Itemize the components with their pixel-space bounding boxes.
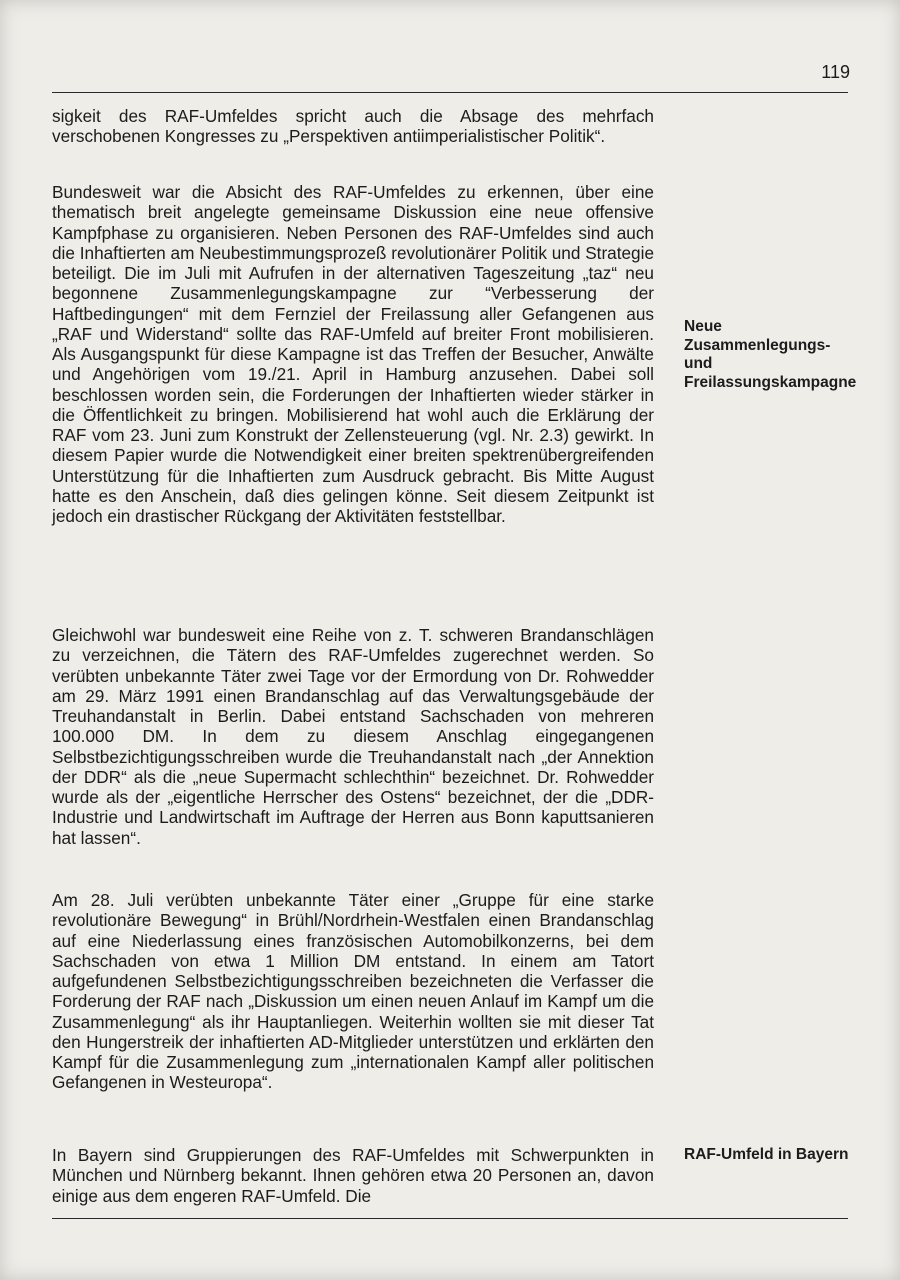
margin-note-campaign: Neue Zusammenlegungs- und Freilassungskampagne: [684, 318, 857, 391]
paragraph-continued: sigkeit des RAF-Umfeldes spricht auch die Absage des mehrfach verschobenen Kongresses zu „Perspektiven antiimperialistischer Politik“.: [52, 106, 654, 147]
margin-note-bavaria: RAF-Umfeld in Bayern: [684, 1146, 849, 1163]
paragraph-bavaria: In Bayern sind Gruppierungen des RAF-Umfeldes mit Schwerpunkten in München und Nürnberg bekannt. Ihnen gehören etwa 20 Personen an, davon einige aus dem engeren RAF-Umfeld. Die: [52, 1145, 654, 1206]
paragraph-arson-bruehl: Am 28. Juli verübten unbekannte Täter einer „Gruppe für eine starke revolutionäre Bewegung“ in Brühl/Nordrhein-Westfalen einen Brandanschlag auf eine Niederlassung eines französischen Automobilkonzerns, bei dem Sachschaden von etwa 1 Million DM entstand. In einem am Tatort aufgefundenen Selbstbezichtigungsschreiben bezeichneten die Verfasser die Forderung der RAF nach „Diskussion um einen neuen Anlauf im Kampf um die Zusammenlegung“ als ihr Hauptanliegen. Weiterhin wollten sie mit dieser Tat den Hungerstreik der inhaftierten AD-Mitglieder unterstützen und erklärten den Kampf für die Zusammenlegung zum „internationalen Kampf aller politischen Gefangenen in Westeuropa“.: [52, 890, 654, 1093]
header-rule: [52, 92, 848, 93]
paragraph-campaign: Bundesweit war die Absicht des RAF-Umfeldes zu erkennen, über eine thematisch breit angelegte gemeinsame Diskussion eine neue offensive Kampfphase zu organisieren. Neben Personen des RAF-Umfeldes sind auch die Inhaftierten am Neubestimmungsprozeß revolutionärer Politik und Strategie beteiligt. Die im Juli mit Aufrufen in der alternativen Tageszeitung „taz“ neu begonnene Zusammenlegungskampagne zur “Verbesserung der Haftbedingungen“ mit dem Fernziel der Freilassung aller Gefangenen aus „RAF und Widerstand“ sollte das RAF-Umfeld auf breiter Front mobilisieren. Als Ausgangspunkt für diese Kampagne ist das Treffen der Besucher, Anwälte und Angehörigen vom 19./21. April in Hamburg anzusehen. Dabei soll beschlossen worden sein, die Forderungen der Inhaftierten wieder stärker in die Öffentlichkeit zu bringen. Mobilisierend hat wohl auch die Erklärung der RAF vom 23. Juni zum Konstrukt der Zellensteuerung (vgl. Nr. 2.3) gewirkt. In diesem Papier wurde die Notwendigkeit einer breiten spektrenübergreifenden Unterstützung für die Inhaftierten zum Ausdruck gebracht. Bis Mitte August hatte es den Anschein, daß dies gelingen könne. Seit diesem Zeitpunkt ist jedoch ein drastischer Rückgang der Aktivitäten feststellbar.: [52, 182, 654, 526]
page-number: 119: [821, 62, 850, 82]
paragraph-arson-berlin: Gleichwohl war bundesweit eine Reihe von z. T. schweren Brandanschlägen zu verzeichnen, die Tätern des RAF-Umfeldes zugerechnet werden. So verübten unbekannte Täter zwei Tage vor der Ermordung von Dr. Rohwedder am 29. März 1991 einen Brandanschlag auf das Verwaltungsgebäude der Treuhandanstalt in Berlin. Dabei entstand Sachschaden von mehreren 100.000 DM. In dem zu diesem Anschlag eingegangenen Selbstbezichtigungsschreiben wurde die Treuhandanstalt nach „der Annektion der DDR“ als die „neue Supermacht schlechthin“ bezeichnet. Dr. Rohwedder wurde als der „eigentliche Herrscher des Ostens“ bezeichnet, der die „DDR-Industrie und Landwirtschaft im Auftrage der Herren aus Bonn kaputtsanieren hat lassen“.: [52, 625, 654, 848]
footer-rule: [52, 1218, 848, 1219]
